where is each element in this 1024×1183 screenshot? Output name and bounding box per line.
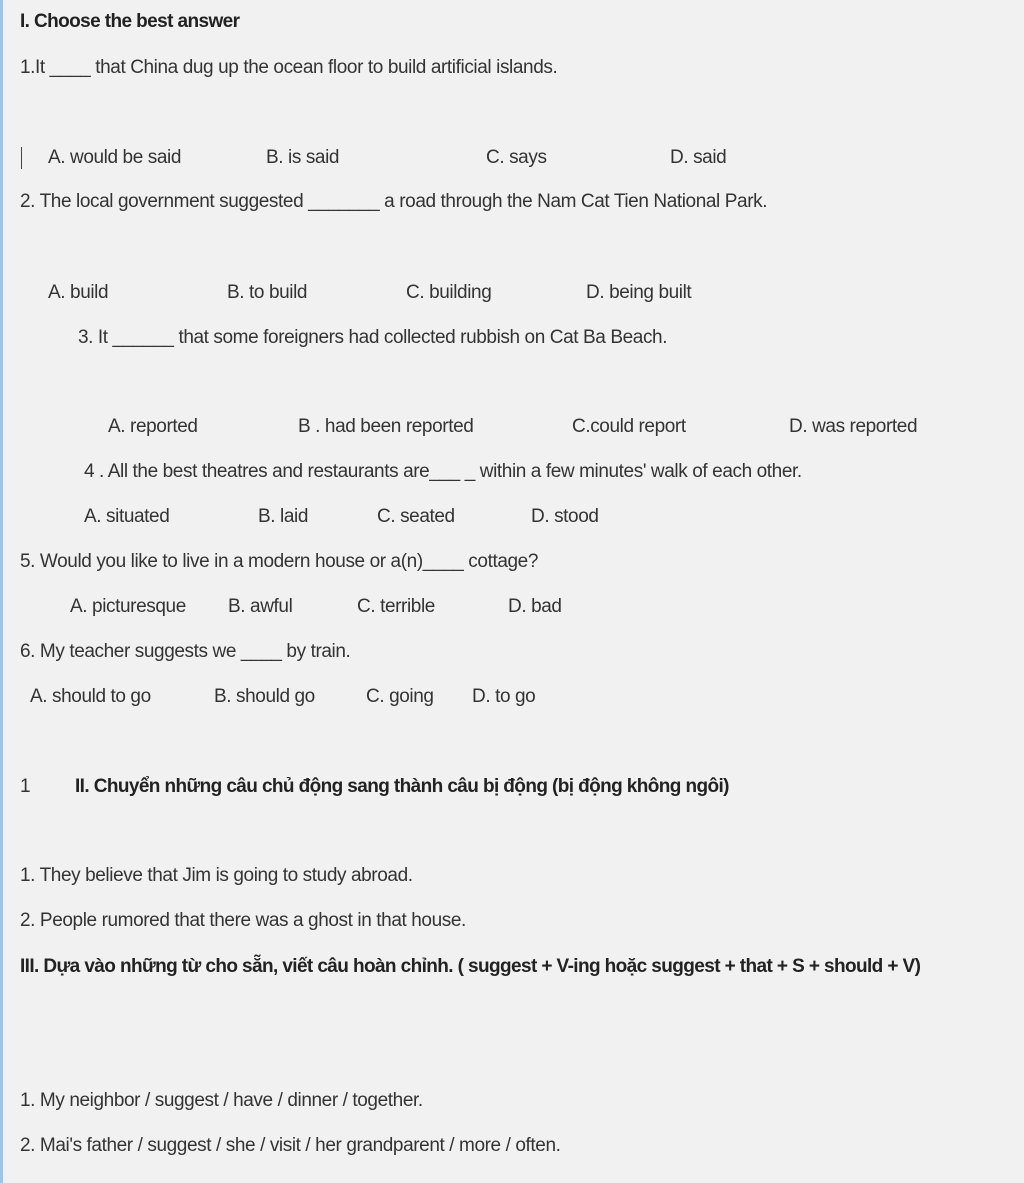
question-4-option-a[interactable]: A. situated (84, 506, 170, 527)
question-2-option-c[interactable]: C. building (406, 282, 492, 303)
question-1-option-d[interactable]: D. said (670, 147, 727, 168)
question-6-option-d[interactable]: D. to go (472, 686, 536, 707)
question-3-option-b[interactable]: B . had been reported (298, 416, 474, 437)
question-5-option-a[interactable]: A. picturesque (70, 596, 186, 617)
section-1-title: I. Choose the best answer (20, 11, 240, 32)
question-4-option-c[interactable]: C. seated (377, 506, 455, 527)
question-5-option-c[interactable]: C. terrible (357, 596, 435, 617)
section-2-title: II. Chuyển những câu chủ động sang thành câu bị động (bị động không ngôi) (75, 776, 729, 797)
section-3-item-2: 2. Mai's father / suggest / she / visit / her grandparent / more / often. (20, 1135, 561, 1156)
question-3-option-a[interactable]: A. reported (108, 416, 198, 437)
question-1-option-c[interactable]: C. says (486, 147, 547, 168)
section-3-item-1: 1. My neighbor / suggest / have / dinner / together. (20, 1090, 423, 1111)
question-2-option-b[interactable]: B. to build (227, 282, 308, 303)
question-6-option-c[interactable]: C. going (366, 686, 434, 707)
question-5-stem: 5. Would you like to live in a modern house or a(n)____ cottage? (20, 551, 538, 572)
question-4-option-d[interactable]: D. stood (531, 506, 599, 527)
question-5-option-b[interactable]: B. awful (228, 596, 293, 617)
section-2-item-2: 2. People rumored that there was a ghost in that house. (20, 910, 466, 931)
question-6-option-b[interactable]: B. should go (214, 686, 315, 707)
question-6-stem: 6. My teacher suggests we ____ by train. (20, 641, 351, 662)
question-1-option-b[interactable]: B. is said (266, 147, 340, 168)
question-1-stem: 1.It ____ that China dug up the ocean floor to build artificial islands. (20, 57, 558, 78)
section-3-title: III. Dựa vào những từ cho sẵn, viết câu hoàn chỉnh. ( suggest + V-ing hoặc suggest + that + S + should + V) (20, 956, 921, 977)
question-4-option-b[interactable]: B. laid (258, 506, 309, 527)
question-1-option-a[interactable]: A. would be said (48, 147, 182, 168)
section-2-item-1: 1. They believe that Jim is going to study abroad. (20, 865, 413, 886)
question-2-option-d[interactable]: D. being built (586, 282, 692, 303)
text-cursor (21, 147, 22, 169)
question-3-option-d[interactable]: D. was reported (789, 416, 918, 437)
left-margin-rule (0, 0, 3, 1183)
question-4-stem: 4 . All the best theatres and restaurants are___ _ within a few minutes' walk of each other. (84, 461, 802, 482)
question-6-option-a[interactable]: A. should to go (30, 686, 151, 707)
question-5-option-d[interactable]: D. bad (508, 596, 562, 617)
question-3-stem: 3. It ______ that some foreigners had collected rubbish on Cat Ba Beach. (78, 327, 668, 348)
question-2-option-a[interactable]: A. build (48, 282, 109, 303)
section-2-number: 1 (20, 776, 31, 797)
question-3-option-c[interactable]: C.could report (572, 416, 686, 437)
question-2-stem: 2. The local government suggested _______ a road through the Nam Cat Tien National Park. (20, 191, 768, 212)
